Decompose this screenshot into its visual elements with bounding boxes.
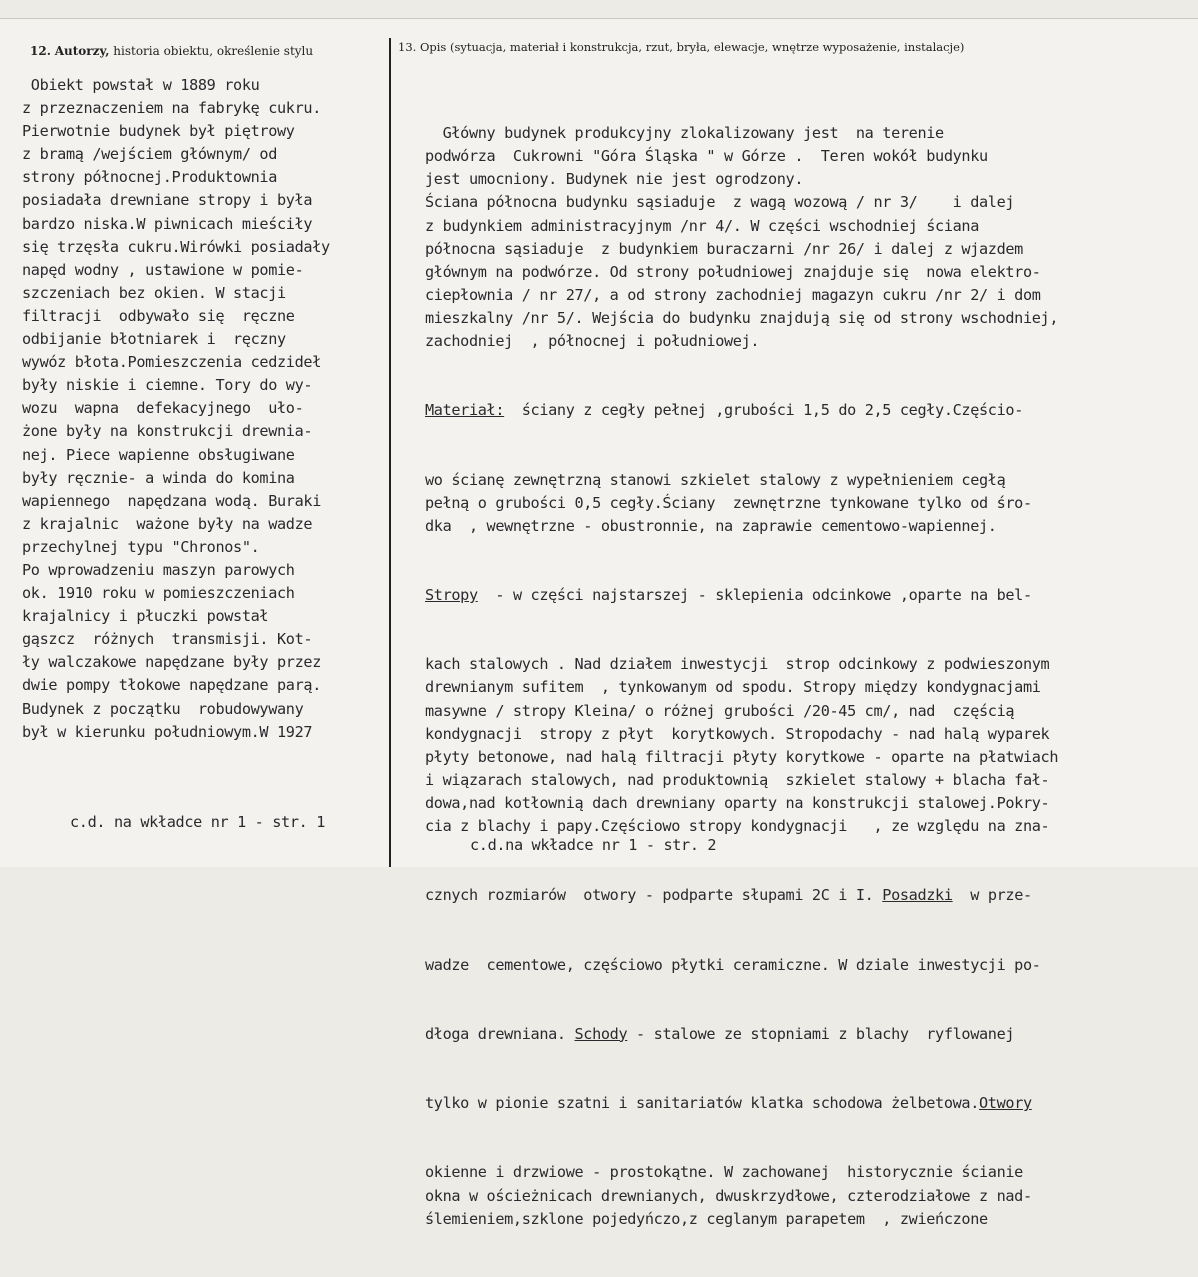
- stropy-line: [425, 584, 1195, 607]
- history-line: przechylnej typu "Chronos".: [22, 537, 260, 556]
- history-line: wywóz błota.Pomieszczenia cedzideł: [22, 353, 321, 372]
- description-line: okienne i drzwiowe - prostokątne. W zachowanej historycznie ścianie: [425, 1163, 1023, 1182]
- material-line: [425, 399, 1195, 422]
- history-line: krajalnicy i płuczki powstał: [22, 607, 269, 626]
- description-line: Główny budynek produkcyjny zlokalizowany jest na terenie: [425, 124, 944, 143]
- material-label: Materiał:: [425, 401, 505, 420]
- history-line: z przeznaczeniem na fabrykę cukru.: [22, 99, 321, 118]
- material-text: ściany z cegły pełnej ,grubości 1,5 do 2,5 cegły.Częścio-: [504, 401, 1023, 420]
- otwory-line: [425, 1092, 1195, 1115]
- posadzki-after: w prze-: [952, 886, 1032, 905]
- description-line: głównym na podwórze. Od strony południowej znajduje się nowa elektro-: [425, 262, 1041, 281]
- scan-top-margin: [0, 0, 1198, 19]
- history-line: strony północnej.Produktownia: [22, 168, 278, 187]
- description-text: [425, 76, 1195, 1277]
- schody-label: Schody: [574, 1024, 628, 1043]
- description-line: pełną o grubości 0,5 cegły.Ściany zewnętrzne tynkowane tylko od śro-: [425, 493, 1032, 512]
- description-line: cia z blachy i papy.Częściowo stropy kondygnacji , ze względu na zna-: [425, 817, 1050, 835]
- posadzki-before: cznych rozmiarów otwory - podparte słupami 2C i I.: [425, 886, 883, 905]
- section-12-title: historia obiektu, określenie stylu: [109, 44, 314, 58]
- section-12-number: 12.: [30, 44, 51, 58]
- history-line: nej. Piece wapienne obsługiwane: [22, 445, 295, 464]
- history-line: żone były na konstrukcji drewnia-: [22, 422, 313, 441]
- history-line: gąszcz różnych transmisji. Kot-: [22, 630, 313, 649]
- schody-line: [425, 1023, 1195, 1046]
- posadzki-line: [425, 884, 1195, 907]
- history-line: były niskie i ciemne. Tory do wy-: [22, 376, 313, 395]
- description-line: dowa,nad kotłownią dach drewniany oparty na konstrukcji stalowej.Pokry-: [425, 793, 1050, 812]
- description-line: wo ścianę zewnętrzną stanowi szkielet stalowy z wypełnieniem cegłą: [425, 470, 1006, 489]
- history-line: Obiekt powstał w 1889 roku: [22, 76, 260, 94]
- description-line: kach stalowych . Nad działem inwestycji strop odcinkowy z podwieszonym: [425, 655, 1050, 674]
- history-line: Pierwotnie budynek był piętrowy: [22, 122, 295, 141]
- right-continuation-note: c.d.na wkładce nr 1 - str. 2: [470, 836, 717, 854]
- column-divider: [389, 38, 391, 867]
- section-12-heading: [30, 44, 380, 58]
- description-line: z budynkiem administracyjnym /nr 4/. W części wschodniej ściana: [425, 216, 980, 235]
- description-line: Ściana północna budynku sąsiaduje z wagą wozową / nr 3/ i dalej: [425, 193, 1015, 212]
- section-13-heading: 13. Opis (sytuacja, materiał i konstrukcja, rzut, bryła, elewacje, wnętrze wyposażenie, instalacje): [398, 40, 965, 54]
- history-line: Budynek z początku robudowywany: [22, 699, 304, 718]
- description-line: kondygnacji stropy z płyt korytkowych. Stropodachy - nad halą wyparek: [425, 724, 1050, 743]
- history-line: posiadała drewniane stropy i była: [22, 191, 313, 210]
- history-line: się trzęsła cukru.Wirówki posiadały: [22, 237, 330, 256]
- description-line: ciepłownia / nr 27/, a od strony zachodniej magazyn cukru /nr 2/ i dom: [425, 285, 1041, 304]
- history-line: z krajalnic ważone były na wadze: [22, 514, 313, 533]
- history-line: filtracji odbywało się ręczne: [22, 306, 295, 325]
- history-line: Po wprowadzeniu maszyn parowych: [22, 560, 295, 579]
- history-line: odbijanie błotniarek i ręczny: [22, 330, 286, 349]
- history-line: ły walczakowe napędzane były przez: [22, 653, 321, 672]
- left-continuation-note: c.d. na wkładce nr 1 - str. 1: [70, 813, 326, 831]
- description-line: ślemieniem,szklone pojedyńczo,z ceglanym parapetem , zwieńczone: [425, 1209, 988, 1228]
- description-line: podwórza Cukrowni "Góra Śląska " w Górze . Teren wokół budynku: [425, 147, 988, 166]
- description-line: drewnianym sufitem , tynkowanym od spodu. Stropy między kondygnacjami: [425, 678, 1041, 697]
- history-line: szczeniach bez okien. W stacji: [22, 283, 286, 302]
- history-text: [22, 74, 382, 744]
- description-line: północna sąsiaduje z budynkiem buraczarni /nr 26/ i dalej z wjazdem: [425, 239, 1023, 258]
- description-line: zachodniej , północnej i południowej.: [425, 332, 760, 351]
- description-line: i wiązarach stalowych, nad produktownią szkielet stalowy + blacha fał-: [425, 770, 1050, 789]
- posadzki-line-2: wadze cementowe, częściowo płytki ceramiczne. W dziale inwestycji po-: [425, 955, 1041, 974]
- schody-before: dłoga drewniana.: [425, 1024, 575, 1043]
- otwory-before: tylko w pionie szatni i sanitariatów klatka schodowa żelbetowa.: [425, 1094, 980, 1113]
- history-line: ok. 1910 roku w pomieszczeniach: [22, 584, 295, 603]
- history-line: z bramą /wejściem głównym/ od: [22, 145, 278, 164]
- schody-after: - stalowe ze stopniami z blachy ryflowanej: [627, 1024, 1015, 1043]
- history-line: wozu wapna defekacyjnego uło-: [22, 399, 304, 418]
- history-line: napęd wodny , ustawione w pomie-: [22, 260, 304, 279]
- history-line: wapiennego napędzana wodą. Buraki: [22, 491, 321, 510]
- stropy-text: - w części najstarszej - sklepienia odcinkowe ,oparte na bel-: [477, 586, 1032, 605]
- stropy-label: Stropy: [425, 586, 478, 605]
- description-line: mieszkalny /nr 5/. Wejścia do budynku znajdują się od strony wschodniej,: [425, 308, 1059, 327]
- description-line: jest umocniony. Budynek nie jest ogrodzony.: [425, 170, 804, 189]
- description-line: okna w ościeżnicach drewnianych, dwuskrzydłowe, czterodziałowe z nad-: [425, 1186, 1032, 1205]
- section-12-bold: Autorzy,: [54, 44, 110, 58]
- description-line: masywne / stropy Kleina/ o różnej grubości /20-45 cm/, nad częścią: [425, 701, 1015, 720]
- history-line: były ręcznie- a winda do komina: [22, 468, 295, 487]
- history-line: bardzo niska.W piwnicach mieściły: [22, 214, 313, 233]
- otwory-label: Otwory: [979, 1094, 1032, 1113]
- history-line: dwie pompy tłokowe napędzane parą.: [22, 676, 321, 695]
- description-line: dka , wewnętrzne - obustronnie, na zaprawie cementowo-wapiennej.: [425, 516, 997, 535]
- description-line: płyty betonowe, nad halą filtracji płyty korytkowe - oparte na płatwiach: [425, 747, 1059, 766]
- posadzki-label: Posadzki: [882, 886, 953, 905]
- history-line: był w kierunku południowym.W 1927: [22, 722, 313, 741]
